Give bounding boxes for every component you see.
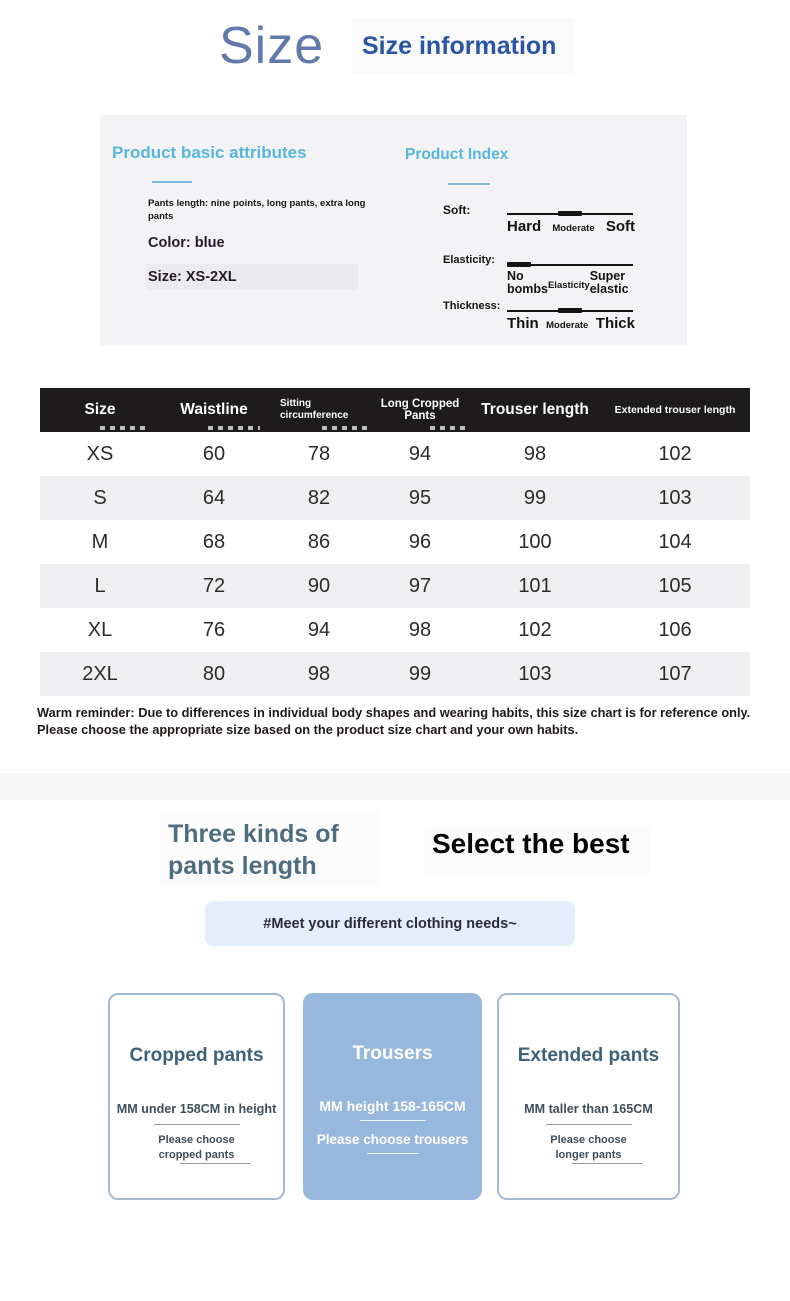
size-range-text: Size: XS-2XL — [148, 269, 237, 285]
card-title: Trousers — [352, 1043, 433, 1064]
cell: 99 — [523, 486, 547, 509]
page-subtitle: Size information — [362, 32, 557, 60]
elasticity-scale — [443, 251, 643, 303]
softness-scale — [443, 200, 643, 252]
card-title: Extended pants — [517, 1045, 660, 1066]
basic-attributes-heading: Product basic attributes — [112, 143, 307, 162]
color-text: Color: blue — [148, 235, 225, 251]
cell: 86 — [307, 530, 331, 553]
table-row — [40, 652, 750, 696]
underline — [367, 1153, 419, 1154]
card-note: Please choose longer pants — [550, 1134, 627, 1161]
scale-label: Thickness: — [443, 300, 501, 312]
heading-underline — [448, 183, 490, 185]
scale-ends — [507, 219, 635, 235]
col-header-label: Sitting circumference — [280, 398, 349, 421]
clipped-text-fragment — [322, 426, 368, 430]
underline — [572, 1163, 642, 1164]
scale-mid: Moderate — [552, 223, 595, 234]
table-row — [40, 564, 750, 608]
table-row — [40, 432, 750, 476]
pants-length-text: Pants length: nine points, long pants, extra long pants — [148, 198, 366, 222]
cell: 107 — [658, 662, 692, 685]
col-header-trouser-length: Trouser length — [481, 401, 589, 418]
cell: XS — [86, 442, 114, 465]
scale-ends — [507, 316, 635, 332]
product-index-heading: Product Index — [405, 146, 509, 163]
scale-end-right: Soft — [605, 218, 635, 235]
scale-track — [507, 264, 633, 266]
trousers-card — [303, 993, 482, 1200]
scale-end-right: Super elastic — [589, 269, 629, 297]
scale-end-left: Thin — [507, 315, 539, 332]
scale-marker — [507, 262, 531, 267]
cell: 64 — [202, 486, 226, 509]
scale-label: Elasticity: — [443, 254, 495, 266]
card-subtitle: MM under 158CM in height — [116, 1102, 277, 1116]
cell: S — [93, 486, 107, 509]
card-note: Please choose trousers — [316, 1132, 469, 1147]
cell: 97 — [408, 574, 432, 597]
cell: 103 — [518, 662, 552, 685]
cell: 94 — [408, 442, 432, 465]
cell: XL — [87, 618, 113, 641]
scale-end-right: Thick — [595, 315, 635, 332]
cell: 103 — [658, 486, 692, 509]
cell: 2XL — [82, 662, 118, 685]
clipped-text-fragment — [430, 426, 470, 430]
table-row — [40, 476, 750, 520]
size-table-header-row — [40, 388, 750, 432]
cell: 99 — [408, 662, 432, 685]
cell: 82 — [307, 486, 331, 509]
underline — [180, 1163, 250, 1164]
table-row — [40, 608, 750, 652]
scale-mid: Elasticity — [547, 280, 590, 291]
scale-label: Soft: — [443, 203, 471, 217]
select-best-heading: Select the best — [432, 828, 630, 859]
card-subtitle: MM height 158-165CM — [319, 1098, 466, 1114]
card-subtitle: MM taller than 165CM — [524, 1102, 653, 1116]
scale-marker — [558, 211, 582, 216]
scale-marker — [558, 308, 582, 313]
cell: 101 — [518, 574, 552, 597]
warm-reminder-text: Warm reminder: Due to differences in individual body shapes and wearing habits, this size chart is for reference only. Please choose the appropriate size based on the product size chart and your own habits. — [37, 705, 751, 738]
cell: 95 — [408, 486, 432, 509]
card-title: Cropped pants — [129, 1045, 264, 1066]
underline — [154, 1124, 240, 1125]
scale-ends — [507, 270, 635, 296]
col-header-extended-trouser-length: Extended trouser length — [614, 404, 736, 416]
attributes-panel — [100, 115, 687, 345]
extended-pants-card — [497, 993, 680, 1200]
cell: 106 — [658, 618, 692, 641]
thickness-scale — [443, 297, 643, 349]
col-header-size: Size — [84, 401, 116, 418]
underline — [546, 1124, 632, 1125]
cell: 98 — [408, 618, 432, 641]
scale-end-left: No bombs — [507, 269, 548, 297]
heading-line2: pants length — [168, 852, 317, 880]
cell: 104 — [658, 530, 692, 553]
cell: 68 — [202, 530, 226, 553]
three-kinds-heading — [168, 818, 339, 882]
scale-track — [507, 213, 633, 215]
cell: 96 — [408, 530, 432, 553]
cell: 80 — [202, 662, 226, 685]
cell: 72 — [202, 574, 226, 597]
tagline-pill: #Meet your different clothing needs~ — [205, 901, 575, 946]
cell: 98 — [523, 442, 547, 465]
cropped-pants-card — [108, 993, 285, 1200]
cell: 60 — [202, 442, 226, 465]
size-table — [40, 388, 750, 696]
clipped-text-fragment — [100, 426, 146, 430]
col-header-long-cropped-pants: Long Cropped Pants — [380, 398, 460, 422]
scale-mid: Moderate — [546, 320, 589, 331]
cell: 76 — [202, 618, 226, 641]
card-note: Please choose cropped pants — [158, 1134, 235, 1161]
cell: 105 — [658, 574, 692, 597]
page-title: Size — [219, 17, 325, 75]
heading-line1: Three kinds of — [168, 820, 339, 848]
cell: M — [91, 530, 109, 553]
cell: 102 — [658, 442, 692, 465]
cell: 94 — [307, 618, 331, 641]
cell: 90 — [307, 574, 331, 597]
cell: 100 — [518, 530, 552, 553]
table-row — [40, 520, 750, 564]
cell: L — [94, 574, 106, 597]
heading-underline — [152, 181, 192, 183]
cell: 98 — [307, 662, 331, 685]
cell: 102 — [518, 618, 552, 641]
section-divider — [0, 773, 790, 800]
scale-track — [507, 310, 633, 312]
col-header-waistline: Waistline — [180, 401, 248, 418]
cell: 78 — [307, 442, 331, 465]
clipped-text-fragment — [208, 426, 260, 430]
scale-end-left: Hard — [507, 218, 542, 235]
underline — [360, 1120, 426, 1121]
